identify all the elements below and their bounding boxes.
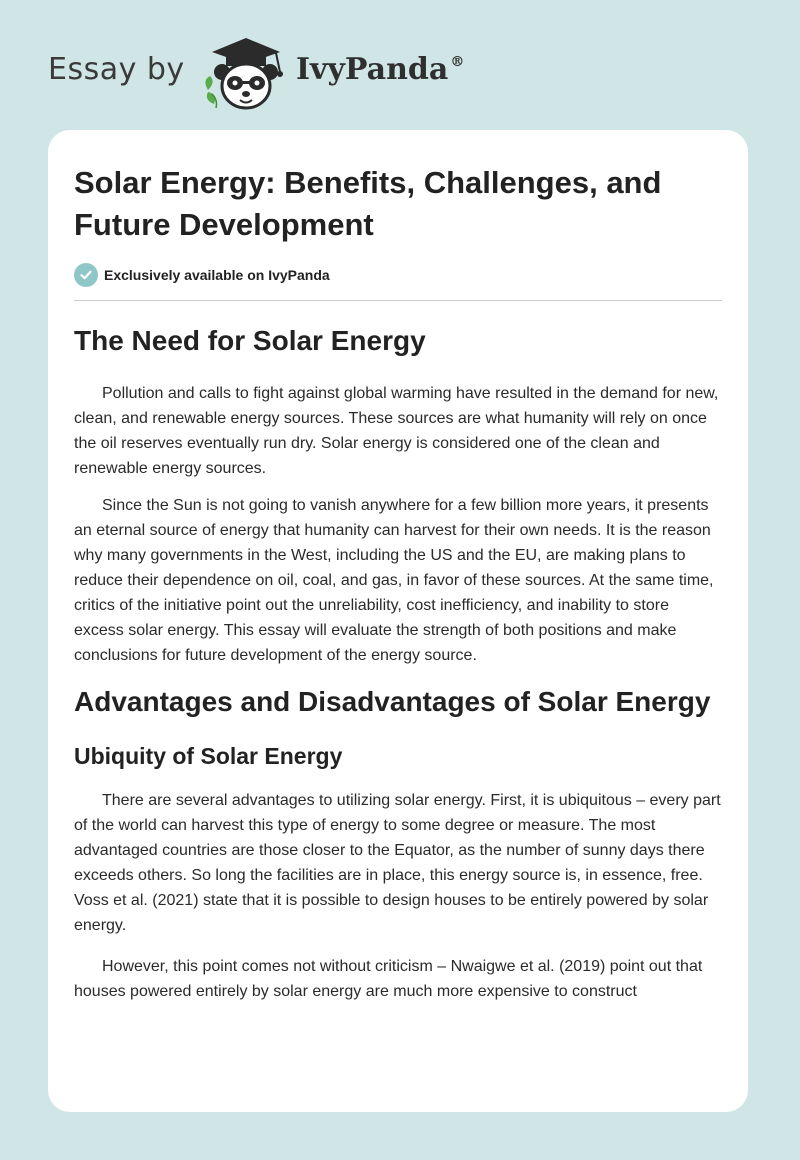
exclusive-badge-label: Exclusively available on IvyPanda (104, 267, 330, 283)
paragraph: Pollution and calls to fight against global warming have resulted in the demand for new, clean, and renewable energy sources. These sources are what humanity will rely on once the oil reserves eventually run dry. Solar energy is considered one of the clean and renewable energy sources. (74, 385, 719, 477)
panda-graduate-logo-icon[interactable] (200, 34, 292, 112)
brand-name[interactable]: IvyPanda ® (296, 52, 465, 87)
site-header (48, 34, 508, 114)
paragraph: However, this point comes not without criticism – Nwaigwe et al. (2019) point out that houses powered entirely by solar energy are much more expensive to construct (74, 958, 703, 1000)
section-heading-need: The Need for Solar Energy (74, 325, 426, 356)
paragraph: Since the Sun is not going to vanish anywhere for a few billion more years, it presents an eternal source of energy that humanity can harvest for their own needs. It is the reason why many governments in the West, including the US and the EU, are making plans to reduce their dependence on oil, coal, and gas, in favor of these sources. At the same time, critics of the initiative point out the unreliability, cost inefficiency, and inability to store excess solar energy. This essay will evaluate the strength of both positions and make conclusions for future development of the energy source. (74, 497, 714, 664)
essay-by-label: Essay by (48, 52, 185, 87)
check-circle-icon (74, 263, 98, 287)
title-divider (74, 300, 722, 301)
article-title: Solar Energy: Benefits, Challenges, and Future Development (74, 165, 662, 242)
article-card (48, 130, 748, 1112)
section-heading-advantages: Advantages and Disadvantages of Solar Energy (74, 686, 711, 717)
paragraph: There are several advantages to utilizing solar energy. First, it is ubiquitous – every part of the world can harvest this type of energy to some degree or measure. The most advantaged countries are those closer to the Equator, as the number of sunny days there exceeds others. So long the facilities are in place, this energy source is, in essence, free. Voss et al. (2021) state that it is possible to design houses to be entirely powered by solar energy. (74, 792, 721, 934)
registered-mark: ® (450, 54, 465, 70)
exclusive-badge (74, 262, 722, 288)
subsection-heading-ubiquity: Ubiquity of Solar Energy (74, 743, 343, 769)
